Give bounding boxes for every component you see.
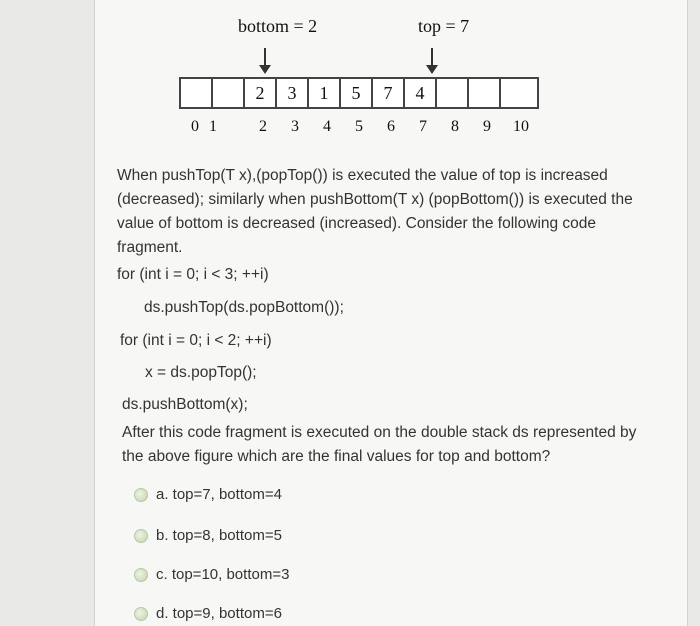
code-line: ds.pushBottom(x); [122,396,248,413]
option-d[interactable] [134,605,282,622]
array-cell [181,79,213,107]
radio-button[interactable] [134,529,148,543]
stack-array [179,77,539,109]
array-index: 4 [323,118,331,135]
array-index: 7 [419,118,427,135]
array-index: 5 [355,118,363,135]
array-cell [469,79,501,107]
array-index: 6 [387,118,395,135]
double-stack-diagram [0,0,700,150]
top-pointer-label: top = 7 [418,16,470,36]
array-cell: 3 [277,79,309,107]
question-paragraph: When pushTop(T x),(popTop()) is executed the value of top is increased (decreased); similarly when pushBottom(T x) (popBottom()) is executed the value of bottom is decreased (increased). Consider the following code fragment. [117,167,633,256]
question-prompt: After this code fragment is executed on the double stack ds represented by the above figure which are the final values for top and bottom? [122,424,637,465]
option-label: a. top=7, bottom=4 [156,486,282,503]
array-index: 1 [209,118,217,135]
option-label: c. top=10, bottom=3 [156,566,290,583]
bottom-arrow-icon [264,48,266,66]
bottom-pointer-label: bottom = 2 [238,16,318,36]
array-index: 9 [483,118,491,135]
array-cell: 5 [341,79,373,107]
option-label: b. top=8, bottom=5 [156,527,282,544]
array-cell [437,79,469,107]
array-index: 2 [259,118,267,135]
array-cell: 4 [405,79,437,107]
radio-button[interactable] [134,488,148,502]
option-a[interactable] [134,486,282,503]
option-b[interactable] [134,527,282,544]
array-cell: 1 [309,79,341,107]
array-index: 0 [191,118,199,135]
array-cell: 2 [245,79,277,107]
array-cell [501,79,537,107]
array-cell [213,79,245,107]
radio-button[interactable] [134,568,148,582]
array-index: 3 [291,118,299,135]
code-line: for (int i = 0; i < 3; ++i) [117,266,269,283]
code-line: for (int i = 0; i < 2; ++i) [120,332,272,349]
option-c[interactable] [134,566,289,583]
array-index: 10 [513,118,529,135]
radio-button[interactable] [134,607,148,621]
array-cell: 7 [373,79,405,107]
code-line: x = ds.popTop(); [145,364,257,381]
top-arrow-icon [431,48,433,66]
option-label: d. top=9, bottom=6 [156,605,282,622]
array-index: 8 [451,118,459,135]
code-line: ds.pushTop(ds.popBottom()); [144,299,344,316]
